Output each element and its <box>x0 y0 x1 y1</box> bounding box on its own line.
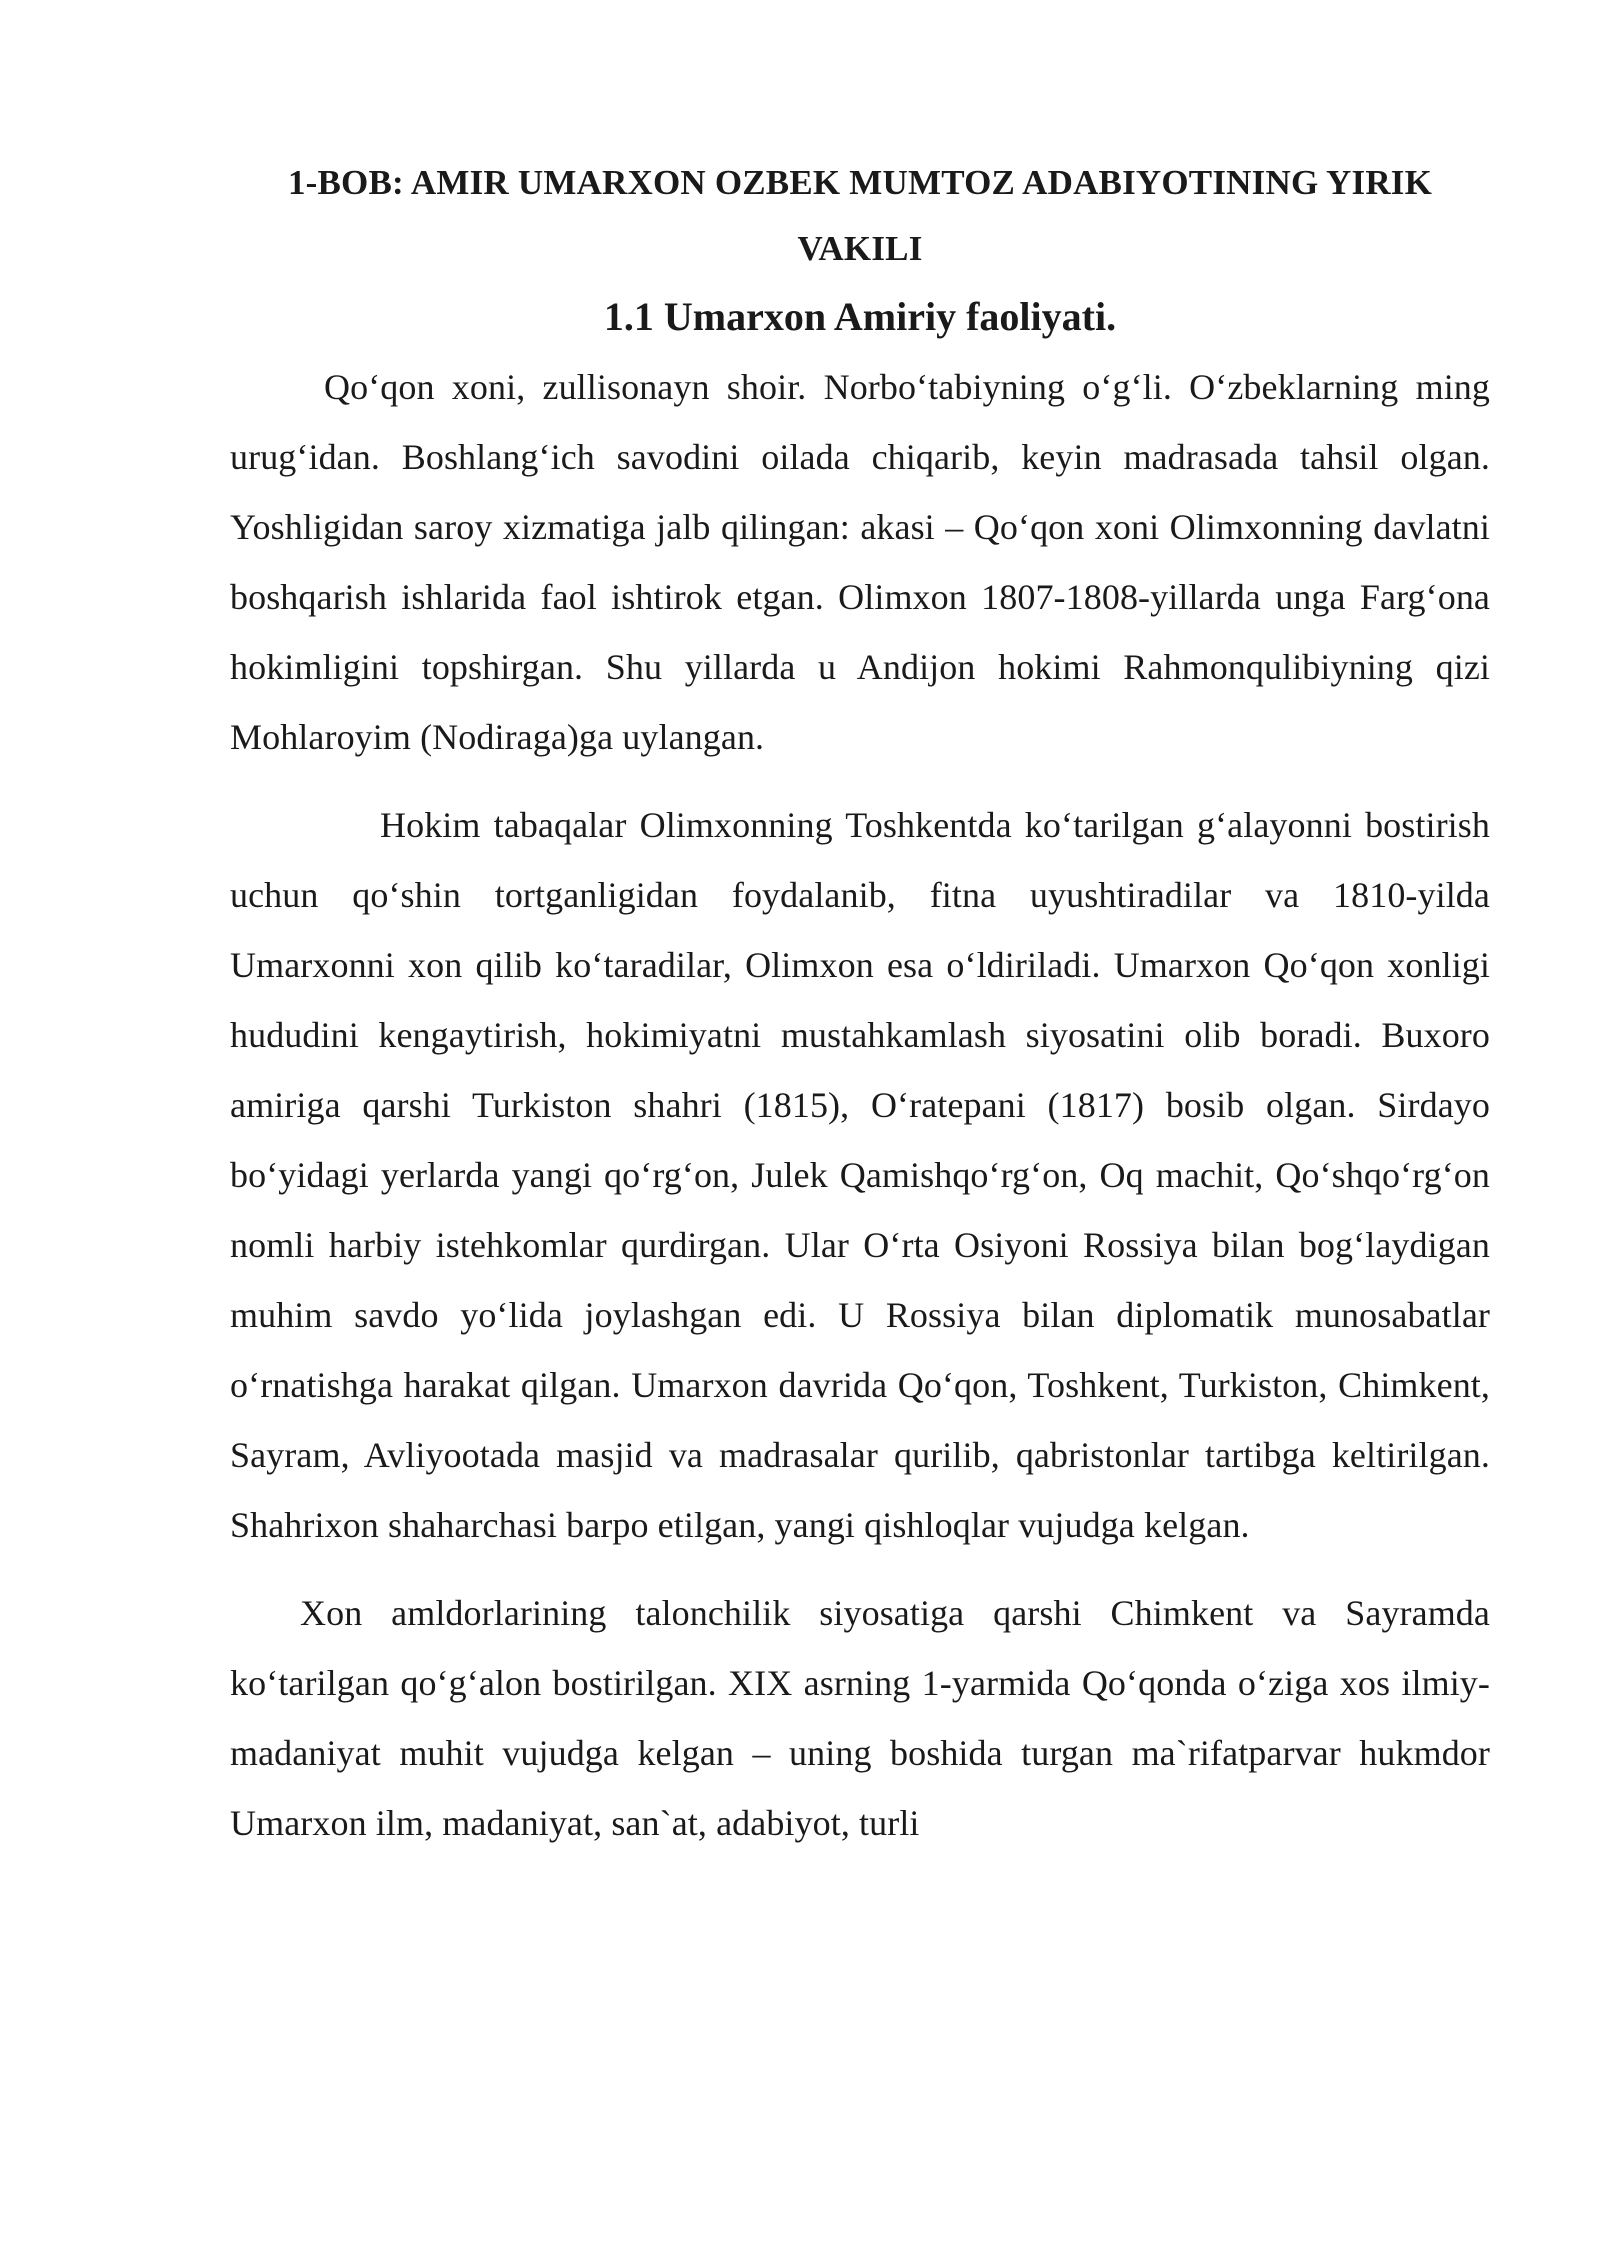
paragraph-3: Xon amldorlarining talonchilik siyosatiga qarshi Chimkent va Sayramda ko‘tarilgan qo‘g‘alon bostirilgan. XIX asrning 1-yarmida Qo‘qonda o‘ziga xos ilmiy-madaniyat muhit vujudga kelgan – uning boshida turgan ma`rifatparvar hukmdor Umarxon ilm, madaniyat, san`at, adabiyot, turli <box>230 1593 1490 1843</box>
chapter-title: 1-BOB: AMIR UMARXON OZBEK MUMTOZ ADABIYOTINING YIRIK VAKILI <box>287 163 1433 268</box>
section-title: 1.1 Umarxon Amiriy faoliyati. <box>603 294 1117 339</box>
document-page <box>230 150 1490 1858</box>
paragraph-2: Hokim tabaqalar Olimxonning Toshkentda ko‘tarilgan g‘alayonni bostirish uchun qo‘shin tortganligidan foydalanib, fitna uyushtiradilar va 1810-yilda Umarxonni xon qilib ko‘taradilar, Olimxon esa o‘ldiriladi. Umarxon Qo‘qon xonligi hududini kengaytirish, hokimiyatni mustahkamlash siyosatini olib boradi. Buxoro amiriga qarshi Turkiston shahri (1815), O‘ratepani (1817) bosib olgan. Sirdayo bo‘yidagi yerlarda yangi qo‘rg‘on, Julek Qamishqo‘rg‘on, Oq machit, Qo‘shqo‘rg‘on nomli harbiy istehkomlar qurdirgan. Ular O‘rta Osiyoni Rossiya bilan bog‘laydigan muhim savdo yo‘lida joylashgan edi. U Rossiya bilan diplomatik munosabatlar o‘rnatishga harakat qilgan. Umarxon davrida Qo‘qon, Toshkent, Turkiston, Chimkent, Sayram, Avliyootada masjid va madrasalar qurilib, qabristonlar tartibga keltirilgan. Shahrixon shaharchasi barpo etilgan, yangi qishloqlar vujudga kelgan. <box>230 805 1490 1545</box>
paragraph-1: Qo‘qon xoni, zullisonayn shoir. Norbo‘tabiyning o‘g‘li. O‘zbeklarning ming urug‘idan. Boshlang‘ich savodini oilada chiqarib, keyin madrasada tahsil olgan. Yoshligidan saroy xizmatiga jalb qilingan: akasi – Qo‘qon xoni Olimxonning davlatni boshqarish ishlarida faol ishtirok etgan. Olimxon 1807-1808-yillarda unga Farg‘ona hokimligini topshirgan. Shu yillarda u Andijon hokimi Rahmonqulibiyning qizi Mohlaroyim (Nodiraga)ga uylangan. <box>230 367 1490 757</box>
